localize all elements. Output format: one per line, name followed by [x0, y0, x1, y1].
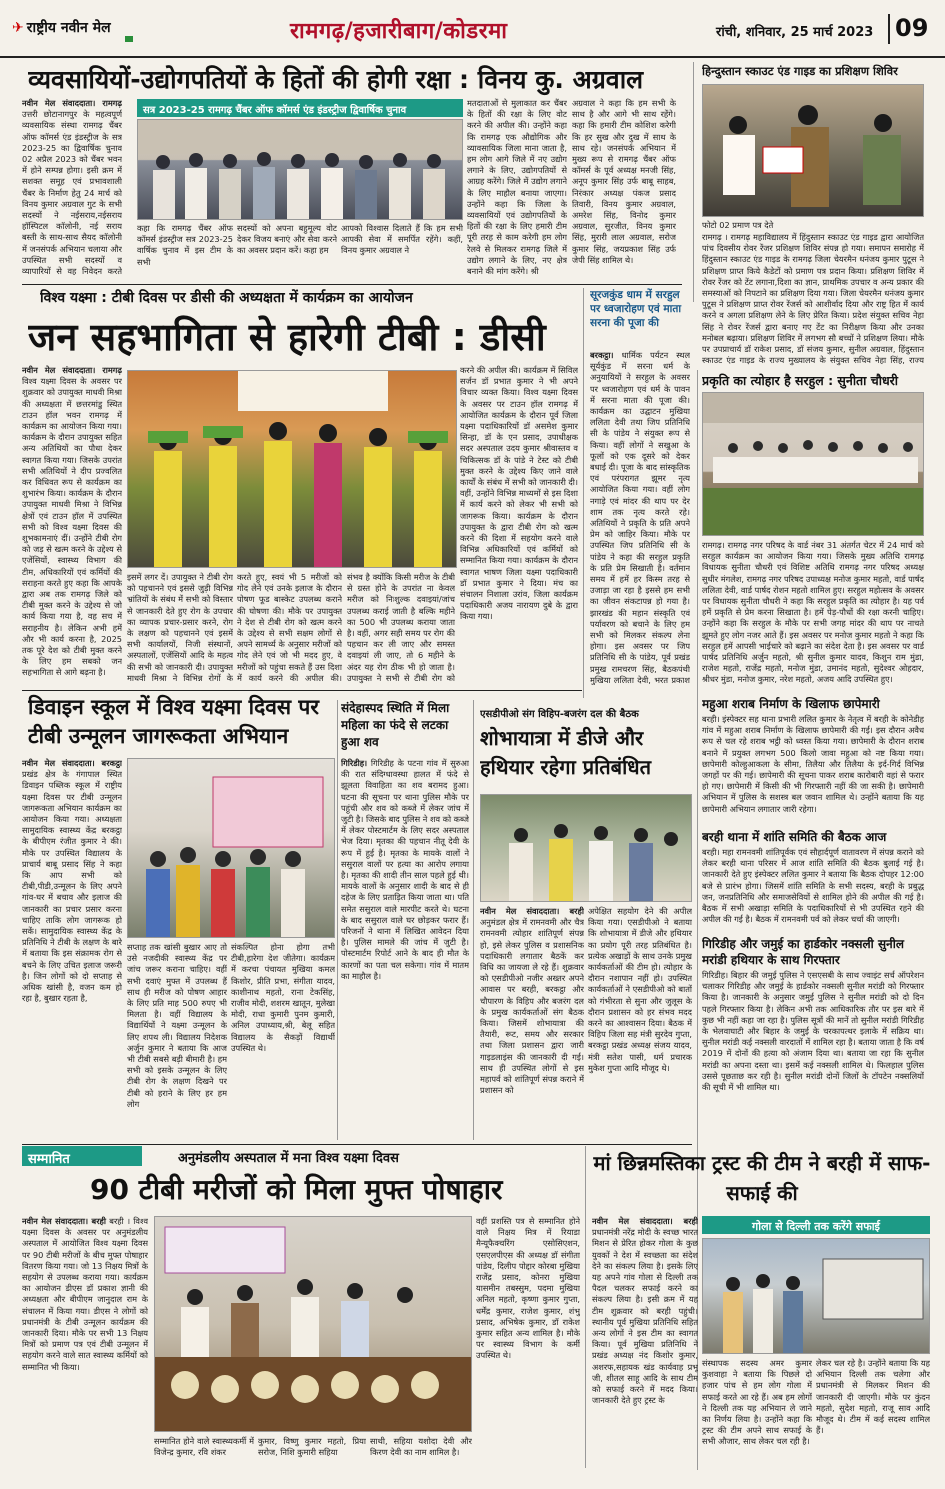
- headline-cleanliness: मां छिन्नमस्तिका ट्रस्ट की टीम ने बरही में साफ-सफाई की: [593, 1151, 931, 1205]
- article-text: प्रधानमंत्री नरेंद्र मोदी के स्वच्छ भारत मिशन से प्रेरित होकर गोला के कुछ युवकों ने देश में स्वच्छता का संदेश देने का संकल्प लिया है। इसके लिए यह अपने गांव गोला से दिल्ली तक पैदल चलकर सफाई करने का संकल्प लिया है। इसी क्रम में यह टीम शुक्रवार को बरही पहुंची। स्थानीय पूर्व मुखिया प्रतिनिधि सहित अन्य लोगों ने इस टीम का स्वागत किया। पूर्व मुखिया प्रतिनिधि ने प्रखंड अध्यक्ष नंद किशोर कुमार, अशरफ,सहायक खंड कार्यवाह प्रभू जी, शीतल साहू आदि के साथ टीम को सफाई करने में मदद किया। जानकारी देते हुए ट्रस्ट के: [592, 1227, 698, 1406]
- chamber-group-photo: [137, 119, 463, 220]
- article-column: करने की अपील की। कार्यक्रम में सिविल सर्जन डॉ प्रभात कुमार ने भी अपने विचार व्यक्त किया। विश्व यक्ष्मा दिवस के अवसर पर टाउन हॉल रामगढ़ में आयोजित कार्यक्रम के दौरान पूर्व जिला यक्ष्मा पदाधिकारियों डॉ असमेश कुमार सिन्हा, डॉ के एन प्रसाद, उपाधीक्षक सदर अस्पताल उदय कुमार श्रीवास्तव व चिकित्सक डॉ के पांडे ने टेस्ट को टीबी मुक्त करने के उद्देश्य किए जाने वाले कार्यों के संबंध में सभी को जानकारी दी। वहीं, उन्होंने विभिन्न माध्यमों से इस दिशा में कार्य करने को लेकर भी सभी को जागरूक किया। कार्यक्रम के दौरान उपायुक्त के द्वारा टीबी रोग को खत्म करने की दिशा में सहयोग करने वाले विभिन्न अधिकारियों एवं कर्मियों को सम्मानित किया गया। कार्यक्रम के दौरान स्वागत भाषण जिला यक्ष्मा पदाधिकारी डॉ प्रभात कुमार ने दिया। मंच का संचालन निशाला उरांव, जिला कार्यक्रम पदाधिकारी अजय नारायण दुबे के द्वारा किया गया।: [460, 365, 578, 622]
- divider: [22, 690, 582, 691]
- article-text: अनुमंडल क्षेत्र में रामनवमी और चैत्र रामनवमी त्योहार शांतिपूर्ण संपन्न हो, इसे लेकर पुलिस व प्रशासनिक पदाधिकारी लगातार बैठकें कर विधि का जायजा ले रहे हैं। शुक्रवार को एसडीपीओ नजीर अख्तर अपने आवास पर बरही, बरकट्ठा और चौपारण के विहिप और बजरंग दल के प्रमुख कार्यकर्ताओं संग बैठक किया। जिसमें शोभायात्रा की तैयारी, रूट, समय और सरकार तथा जिला प्रशासन द्वारा जारी गाइडलाइंस की जानकारी दी गई। साथ ही उपस्थित लोगों से इस महापर्व को शांतिपूर्ण संपन्न कराने में प्रशासन को: [480, 917, 584, 1096]
- article-column: कहा कि रामगढ़ चैंबर ऑफ कॉमर्स इंडस्ट्रीज सत्र 2023-25 वार्षिक चुनाव में इस टीम के सभी: [137, 223, 233, 267]
- article-column: कुमार, विष्णु कुमार महतो, प्रिया सरोज, निशि कुमारी सहिया: [258, 1436, 366, 1458]
- article-column: सप्ताह तक खांसी बुखार आए तो उसे नजदीकी स्वास्थ्य केंद्र पर जांच जरूर कराना चाहिए। वहीं सभी दवाएं मुफ्त में उपलब्ध हैं साथ ही मरीज को पोषण आहार के लिए प्रति माह 500 रुपए भी मिलता है। वहीं विद्यालय के विद्यार्थियों ने यक्ष्मा उन्मूलन के लिए शपथ ली। विद्यालय निदेशक अर्जुन कुमार ने बताया कि आज भी टीबी सबसे बड़ी बीमारी है। हम सभी को इसके उन्मूलन के लिए टीबी रोग के लक्षण दिखने पर टीबी को हराने के लिए हर हम लोग: [127, 942, 227, 1109]
- article-column: लेकर चल रहे है। उन्होंने बताया कि यह अभियान दिल्ली तक चलेगा और प्रधानमंत्री से मिलकर मिशन की जानकारी दी जाएगी। मौके पर कुंदन महतो, सुदेश महतो, राजू साव आदि मौजूद थे। टीम में कई सदस्य शामिल हैं।: [816, 1358, 930, 1436]
- headline-sarhul: प्रकृति का त्योहार है सरहुल : सुनीता चौधरी: [702, 373, 898, 388]
- kicker-vhp: एसडीपीओ संग विहिप-बजरंग दल की बैठक: [480, 709, 639, 720]
- divine-school-photo: [127, 758, 335, 938]
- column-rule: [585, 1146, 586, 1468]
- article-text: प्रखंड क्षेत्र के गंगापाल स्थित डिवाइन पब्लिक स्कूल में राष्ट्रीय यक्ष्मा दिवस पर टीबी उन्मूलन जागरूकता अभियान कार्यक्रम का आयोजन किया गया। अध्यक्षता सामुदायिक स्वास्थ्य केंद्र बरकट्ठा के बीपीएम रंजीत कुमार ने की। मौके पर उपस्थित विद्यालय के प्राचार्य बाबू प्रसाद सिंह ने कहा कि आप सभी को टीबी,पीडी,उन्मूलन के लिए अपने गांव-घर में बचाव और इलाज की जानकारी का प्रचार प्रसार करना चाहिए ताकि लोग जागरूक हो सकें। सामुदायिक स्वास्थ्य केंद्र के प्रतिनिधि ने टीबी के लक्षण के बारे में बताया कि इस संक्रामक रोग से बचने के लिए उचित इलाज जरूरी है। जिन लोगों को दो सप्ताह से अधिक खांसी है, वजन कम हो रहा है, बुखार रहता है,: [22, 769, 122, 1004]
- dateline: नवीन मेल संवाददाता। बरही: [592, 1216, 698, 1226]
- photo-figures: [128, 371, 457, 568]
- article-text: बरही। महा रामनवमी शांतिपूर्वक एवं सौहार्दपूर्ण वातावरण में संपन्न कराने को लेकर बरही थाना परिसर में आज शांति समिति की बैठक बुलाई गई है। जानकारी देते हुए इंस्पेक्टर ललित कुमार ने बताया कि बैठक दोपहर 12:00 बजे से प्रारंभ होगा। जिसमें शांति समिति के सभी सदस्य, बरही के प्रबुद्ध जन, जनप्रतिनिधि और समाजसेवियों से शामिल होने की अपील की गई है। बैठक में सभी अखाड़ा समिति के पदाधिकारियों से भी उपस्थित रहने की अपील की गई है। बैठक में रामनवमी पर्व को लेकर चर्चा की जाएगी।: [702, 847, 924, 925]
- article-column: सदस्यों को अपना बहुमूल्य वोट देकर विजय बनाएं और सेवा करने का अवसर प्रदान करें। कहा हम: [237, 223, 337, 256]
- honored-band: सम्मानित: [22, 1146, 142, 1166]
- article-column: [22, 98, 122, 278]
- article-text: बरही। इंस्पेक्टर सह थाना प्रभारी ललित कुमार के नेतृत्व में बरही के कोनेडीह गांव में महुआ शराब निर्माण के खिलाफ छापेमारी की गई। इस दौरान अवैध रूप से चल रहे शराब भट्ठी को ध्वस्त किया गया। छापेमारी के दौरान शराब बनाने में प्रयुक्त लगभग 500 किलो जावा महुआ को नष्ट किया गया। छापेमारी कोल्हुआकला के सीमा, तिलैया और तिलैया के इर्द-गिर्द विभिन्न जगहों पर की गई। छापेमारी की सूचना पाकर शराब कारोबारी वहां से फरार हो गए। छापेमारी में किसी की भी गिरफ्तारी नहीं की जा सकी है। छापेमारी अभियान में पुलिस के सशस्त्र बल जवान शामिल थे। उन्होंने बताया कि यह छापेमारी अभियान लगातार जारी रहेगा।: [702, 714, 924, 814]
- article-text: गिरिडीह। बिहार की जमुई पुलिस ने एसएसबी के साथ ज्वाइंट सर्च ऑपरेशन चलाकर गिरिडीह और जमुई के हार्डकोर नक्सली सुनील मरांडी को गिरफ्तार किया है। जानकारी के अनुसार जमुई पुलिस ने सुनील मरांडी को दो दिन पहले गिरफ्तार किया है। लेकिन अभी तक आधिकारिक तौर पर इस बारे में कुछ भी नहीं कहा जा रहा है। पुलिस सूत्रों की मानें तो सुनील मरांडी गिरिडीह के भेलवाघाटी और बिहार के जमुई के चरकापत्थर इलाके में सक्रिय था। सुनील मरांडी कई नक्सली वारदातों में शामिल रहा है। बताया जाता है कि वर्ष 2019 में दोनों की हत्या को अंजाम दिया था। बताया जा रहा कि सुनील मरांडी का अपना दस्ता था। इसमें कई नक्सली शामिल थे। फिलहाल पुलिस उससे पूछताछ कर रही है। सुनील मरांडी दोनों जिलों के टॉपटेन नक्सलियों की सूची में भी शामिल था।: [702, 970, 924, 1093]
- headline-tb: जन सहभागिता से हारेगी टीबी : डीसी: [28, 315, 546, 359]
- page-header: [0, 0, 945, 58]
- dateline: नवीन मेल संवाददाता। बरही: [22, 1216, 107, 1226]
- article-column: [480, 906, 584, 1138]
- cleanliness-band: गोला से दिल्ली तक करेंगे सफाई: [702, 1216, 930, 1234]
- headline-naxal: गिरिडीह और जमुई का हार्डकोर नक्सली सुनील मरांडी हथियार के साथ गिरफ्तार: [702, 937, 904, 967]
- article-column: इसमें लगर दें। उपायुक्त ने टीबी रोग को पहचानने एवं इससे जुड़ी विभिन्न भ्रांतियों के संबंध में सभी को विस्तार से जानकारी देते हुए रोग के उपचार का व्यापक प्रचार-प्रसार करने, रोग के लक्षण को पहचानने एवं इसमें सभी कार्यालयों, निजी संस्थानों, अस्पतालों, एजेंसियों आदि के महत्व की सभी को जानकारी दी। उपायुक्त माधवी मिश्रा ने विभिन्न रोगों के: [127, 572, 233, 683]
- headline-mahua: महुआ शराब निर्माण के खिलाफ छापेमारी: [702, 697, 880, 711]
- article-column: [590, 350, 690, 685]
- article-column: संकल्पित होना होगा तभी टीबी,हारेगा देश जीतेगा। कार्यक्रम में करचा पंचायत मुखिया कमल किशोर, प्रीति प्रभा, संगीता यादव, काशीनाथ महतो, राना टेकसिंह, राजीव मोदी, शशरम खातून, मुलेखा मोदी, राधा कुमारी पुनम कुमारी, अनिल उपाध्याय,श्री, बेलू सहित विद्यालय के सैकड़ों विद्यार्थी उपस्थित थे।: [231, 942, 335, 1053]
- article-column: अपेक्षित सहयोग देने की अपील किया गया। एसडीपीओ ने बताया कि शोभायात्रा में डीजे और हथियार का प्रयोग पूरी तरह प्रतिबंधित है। प्रत्येक अखाड़ों के साथ उनके प्रमुख कार्यकर्ताओं की टीम हो। त्योहार के दौरान नशापान नहीं हो। उपस्थित कार्यकर्ताओं ने एसडीपीओ को बातों को गंभीरता से सुना और जुलूस के दौरान प्रशासन को हर संभव मदद करने का आश्वासन दिया। बैठक में विहिप जिला सह मंत्री सुरदेव गुप्ता, बरकट्ठा प्रखंड अध्यक्ष संजय यादव, मंत्री सतेश पासी, धर्म प्रचारक मुकेश गुप्ता आदि मौजूद थे।: [588, 906, 692, 1073]
- page-number: 09: [895, 14, 929, 42]
- article-column: अग्रवाल ने कहा कि हम सभी के साथ है और आगे भी साथ रहेंगे। कहा कि हमारी टीम कोशिश करेगी कि हर सुख और दुख में साथ के साथ रहे। जनसंपर्क अभियान में मुख्य रूप से रामगढ़ चैंबर ऑफ कॉमर्स के पूर्व अध्यक्ष मनजी सिंह, अनूप कुमार सिंह उर्फ बाबू साहब, निरंकार अध्यक्ष पंकज प्रसाद तिवारी, विनय कुमार अग्रवाल, अमरेश सिंह, विनोद कुमार अग्रवाल, सुरजीत, विनय कुमार सिंह, मुरारी लाल अग्रवाल, सरोज कुमार सिंह, जयप्रकाश सिंह उर्फ जेपी सिंह शामिल थे।: [572, 98, 676, 265]
- vhp-meeting-photo: [480, 794, 692, 902]
- photo-figures: [481, 795, 692, 902]
- bird-logo-icon: ✈: [12, 20, 24, 36]
- article-column: [22, 1216, 148, 1466]
- photo-figures: [128, 759, 335, 938]
- dateline: नवीन मेल संवाददाता। बरकट्ठा: [22, 758, 122, 768]
- article-column: सम्मानित होने वाले स्वास्थ्यकर्मी में विजेन्द्र कुमार, रवि शंकर: [154, 1436, 254, 1458]
- dateline: नवीन मेल संवाददाता। रामगढ़: [22, 98, 122, 108]
- article-text: गिरिडीह के पटना गांव में सुरुआ की रात संदिग्धावस्था हालत में फंदे से झूलता विवाहिता का शव बरामद हुआ। घटना की सूचना पर थाना पुलिस मौके पर पहुंची और शव को कब्जे में लेकर जांच में जुटी है। जिसके बाद पुलिस ने शव को कब्जे में लेकर पोस्टमार्टम के लिए सदर अस्पताल भेज दिया। मृतका की पहचान नीतू देवी के रूप में हुई है। मृतका के मायके वालों ने ससुराल वालों पर हत्या का आरोप लगाया है। मृतका की शादी तीन साल पहले हुई थी। मायके वालों के अनुसार शादी के बाद से ही दहेज के लिए प्रताड़ित किया जाता था। पति समेत ससुराल वाले मारपीट करते थे। घटना के बाद ससुराल वाले घर छोड़कर फरार हैं। परिजनों ने थाना में लिखित आवेदन दिया है। पुलिस मामले की जांच में जुटी है। पोस्टमार्टम रिपोर्ट आने के बाद ही मौत के कारणों का पता चल सकेगा। गांव में मातम का माहौल है।: [341, 758, 469, 981]
- tb-day-group-photo: [127, 370, 457, 568]
- dateline: नवीन मेल संवाददाता। बरही: [480, 906, 584, 916]
- article-column: करते हुए, स्वयं भी 5 मरीजों को गोद लेने एवं उनके इलाज के दौरान पोषण फूड बास्केट उपलब्ध कराने की घोषणा की। मौके पर उपायुक्त ने देश से टीबी रोग को खत्म करने के उद्देश्य से सभी सक्षम लोगों से अपने सामर्थ्य के अनुसार मरीजों को गोद लेने एवं जो भी मदद हुए, वे मरीजों को पहुंचा सकते हैं उस दिशा में कार्य करने की अपील की।: [237, 572, 342, 683]
- photo-figures: [703, 393, 924, 536]
- dateline: गिरिडीह।: [341, 758, 368, 768]
- headline-divine-school: डिवाइन स्कूल में विश्व यक्ष्मा दिवस पर टीबी उन्मूलन जागरूकता अभियान: [28, 695, 319, 748]
- article-text: उत्तरी छोटानागपुर के महत्वपूर्ण व्यवसायिक संस्था रामगढ़ चैंबर ऑफ कॉमर्स एंड इंडस्ट्रीज के सत्र 2023-25 का द्विवार्षिक चुनाव 02 अप्रैल 2023 को चैंबर भवन में होने सम्पन्न होगा। इसी क्रम में सशक्त समूह एवं प्रभावशाली चैंबर के निर्माण हेतु 24 मार्च को विनय कुमार अग्रवाल गुट के सभी सदस्यों ने नईसराय,नईसराय हॉस्पिटल कॉलोनी, नई सराय बस्ती के साथ-साथ सैयद कॉलोनी में जनसंपर्क अभियान चलाया और उपस्थित सभी सदस्यों व व्यापारियों से वह निवेदन करते: [22, 109, 122, 277]
- section-title: रामगढ़/हजारीबाग/कोडरमा: [290, 19, 508, 44]
- headline-surajkund: सूरजकुंड धाम में सरहुल पर ध्वजारोहण एवं माता सरना की पूजा की: [590, 289, 682, 329]
- dateline: नवीन मेल संवाददाता। रामगढ़: [22, 365, 122, 375]
- photo-figures: [703, 1239, 930, 1354]
- article-column: संस्थापक सदस्य अमर कुमार कुशवाहा ने बताया कि पिछले दो हजार पांच से हम लोग गोला में सफाई करते आ रहे हैं। अब हम लोगों ने दिल्ली तक यह अभियान ले जाने का निर्णय लिया है। उन्होंने कहा कि ट्रस्ट की टीम अपने साथ सफाई के सभी औजार, साथ लेकर चल रही है।: [702, 1358, 812, 1447]
- article-column: [592, 1216, 698, 1466]
- photo-figures: [155, 1217, 472, 1432]
- nutrition-distribution-photo: [154, 1216, 472, 1432]
- headline-scout: हिन्दुस्तान स्काउट एंड गाइड का प्रशिक्षण शिविर: [702, 64, 898, 78]
- sarhul-stage-photo: [702, 392, 924, 536]
- decor-mark: [125, 36, 133, 42]
- dateline: बरकट्ठा।: [590, 350, 614, 360]
- divider: [22, 1144, 692, 1145]
- article-column: मतदाताओं से मुलाकात कर चैंबर के हितों की रक्षा के लिए वोट करने की अपील की। उन्होंने कहा कि रामगढ़ एक औद्योगिक और व्यावसायिक जिला माना जाता है, हम लोग आगे जिले में नए उद्योग लगाने के लिए, उद्योगपतियों से आग्रह करेंगे। जिले में उद्योग लगाने के लिए माहौल बनाया जाएगा। उन्होंने कहा कि जिला के व्यवसायियों एवं उद्योगपतियों के हितों की रक्षा के लिए हमारी टीम पूरी तरह से काम करेगी हम लोग रेलवे से मिलकर रामगढ़ जिले में उद्योग लगाने के लिए, नए क्षेत्र बनाने की मांग करेंगे। श्री: [467, 98, 567, 277]
- article-column: साथी, सहिया यशोदा देवी और किरण देवी का नाम शामिल है।: [370, 1436, 472, 1458]
- article-column: आपको विश्वास दिलाते हैं कि हम सभी आपकी सेवा में समर्पित रहेंगे। कहीं, विनय कुमार अग्रवाल ने: [341, 223, 463, 256]
- article-column: [22, 365, 122, 683]
- headline-chamber: व्यवसायियों-उद्योगपतियों के हितों की होगी रक्षा : विनय कु. अग्रवाल: [28, 65, 644, 94]
- column-rule: [473, 700, 474, 1140]
- photo-figures: [703, 85, 924, 217]
- issue-date: रांची, शनिवार, 25 मार्च 2023: [716, 25, 874, 40]
- header-separator: [888, 14, 890, 44]
- headline-hanging-body: संदेहास्पद स्थिति में मिला महिला का फंदे से लटका हुआ शव: [341, 701, 450, 749]
- article-text: रामगढ़। रामगढ़ नगर परिषद के वार्ड नंबर 31 अंतर्गत चेटर में 24 मार्च को सरहुल कार्यक्रम का आयोजन किया गया। जिसके मुख्य अतिथि रामगढ़ विधायक सुनीता चौधरी एवं विशिष्ट अतिथि रामगढ़ नगर परिषद अध्यक्ष सुधीर मंगलेश, रामगढ़ नगर परिषद उपाध्यक्ष मनोज कुमार महतो, वार्ड पार्षद ललिता देवी, वार्ड पार्षद रोशन महतो शामिल हुए। सरहुल महोत्सव के अवसर पर विधायक सुनीता चौधरी ने कहा कि सरहुल प्रकृति का त्योहार है। यह पर्व हमें प्रकृति से प्रेम करना सिखाता है। हमें पेड़-पौधों की रक्षा करनी चाहिए। उन्होंने कहा कि सरहुल के मौके पर सभी जगह मांदर की थाप पर नाचते झूमते हुए लोग नजर आते हैं। इस अवसर पर मनोज कुमार महतो ने कहा कि सरहुल हमें आपसी भाईचारे को बढ़ाने का संदेश देता है। इस अवसर पर वार्ड पार्षद प्रतिनिधि अर्जुन महतो, श्री सुनील कुमार यादव, किशुन राम मुंडा, राजेश महतो, राजेंद्र महतो, मनोज मुंडा, उमानंद महतो, सुदेश्वर ओहदार, श्रीधर मुंडा, मनोज कुमार, नरेश महतो, अजय आदि उपस्थित हुए।: [702, 540, 924, 685]
- chamber-election-band: सत्र 2023-25 रामगढ़ चैंबर ऑफ कॉमर्स एंड इंडस्ट्रीज द्विवार्षिक चुनाव: [137, 99, 463, 117]
- column-rule: [583, 288, 584, 698]
- cleanliness-team-photo: [702, 1238, 930, 1354]
- article-column: संभव है क्योंकि किसी मरीज के टीबी से ग्रस्त होने के उपरांत ना केवल मरीज को निःशुल्क दवाइयां/जांच उपलब्ध कराई जाती है बल्कि महीने का 500 भी उपलब्ध कराया जाता है। वहीं, अगर सही समय पर रोग की पहचान कर ली जाए और समस्त दवाइयां ली जाए, तो 6 महीने के अंदर यह रोग ठीक भी हो जाता है। उपायुक्त ने सभी से टीबी रोग को: [347, 572, 455, 683]
- article-text: रामगढ़ । रामगढ़ महाविद्यालय में हिंदुस्तान स्काउट एंड गाइड द्वारा आयोजित पांच दिवसीय रोवर रेंजर प्रशिक्षण शिविर संपन्न हो गया। समापन समारोह में हिंदुस्तान स्काउट एंड गाइड के रामगढ़ जिला चेयरमैन धनंजय कुमार पुटूस ने प्रशिक्षण प्राप्त किये कैडेटों को प्रमाण पत्र प्रदान किया। प्रशिक्षण शिविर में रोवर रेंजर को टेंट लगाना,दिशा का ज्ञान, प्राथमिक उपचार व अन्य प्रकार की समस्याओं को निपटाने का प्रशिक्षण दिया गया। जिला चेयरमैन धनंजय कुमार पुटूस ने प्रशिक्षण प्राप्त रोवर रेंजर्स को आशीर्वाद दिया और राष्ट्र हित में कार्य करने व अगला प्रशिक्षण लेने के लिए प्रेरित किया। प्रदेश संयुक्त सचिव नेहा सिंह ने रोवर रेंजर्स द्वारा बनाए गए टेंट का निरीक्षण किया और उनका मनोबल बढ़ाया। प्रशिक्षण शिविर में लगभग सौ बच्चों ने प्रशिक्षण लिया। मौके पर उपप्राचार्य डॉ राकेश प्रसाद, डॉ संजय कुमार, सुनील अग्रवाल, हिंदुस्तान स्काउट एंड गाइड के राज्य मुख्यालय के संयुक्त सचिव नेहा सिंह, राज्य: [702, 232, 924, 366]
- headline-nutrition: 90 टीबी मरीजों को मिला मुफ्त पोषाहार: [90, 1173, 503, 1206]
- scout-photo: [702, 84, 924, 217]
- photo-caption: फोटो 02 प्रमाण पत्र देते: [702, 220, 774, 230]
- article-text: धार्मिक पर्यटन स्थल सूर्यकुंड में सरना धर्म के अनुयायियों ने सरहुल के अवसर पर ध्वजारोहण एवं धर्म के पावन में सरना माता की पूजा की। कार्यक्रम का उद्घाटन मुखिया ललिता देवी तथा जिप प्रतिनिधि सी के पांडेय ने संयुक्त रूप से किया। वहीं लोगों ने सखुआ के फूलों को एक दूसरे को देकर बधाई दी। पूजा के बाद सांस्कृतिक एवं परंपरागत झूमर नृत्य आयोजित किया गया। वहीं लोग नगाड़े एवं मांदर की थाप पर देर शाम तक नृत्य करते रहे। अतिथियों ने प्रकृति के प्रति अपने प्रेम को जाहिर किया। मौके पर उपस्थित जिप प्रतिनिधि सी के पांडेय ने कहा की सरहुल प्रकृति के प्रति प्रेम सिखाती है। वर्तमान समय में हमें हर किस्म तरह से उजाड़ा जा रहा है इससे हम सभी का जीवन संकटापन्न हो गया है। झारखंड की महान संस्कृति एवं पर्यावरण को बचाने के लिए हम सभी को मिलकर संकल्प लेना होगा। इस अवसर पर जिप प्रतिनिधि सी के पांडेय, पूर्व प्रखंड प्रमुख रामचरण सिंह, बैठकपंथी मुखिया ललिता देवी, भरत प्रकाश: [590, 350, 690, 685]
- photo-figures: [138, 120, 463, 220]
- column-rule: [337, 700, 338, 1140]
- kicker-hospital: अनुमंडलीय अस्पताल में मना विश्व यक्ष्मा दिवस: [178, 1151, 399, 1166]
- article-text: विश्व यक्ष्मा दिवस के अवसर पर शुक्रवार को उपायुक्त माधवी मिश्रा की अध्यक्षता में छत्तरमांडु स्थित टाउन हॉल भवन रामगढ़ में कार्यक्रम का आयोजन किया गया। कार्यक्रम के दौरान उपायुक्त सहित अन्य अतिथियों का पौधा देकर स्वागत किया गया। जिसके उपरांत सभी अतिथियों ने दीप प्रज्वलित कर विधिवत रूप से कार्यक्रम का शुभारंभ किया। कार्यक्रम के दौरान उपायुक्त माधवी मिश्रा ने विभिन्न क्षेत्रों एवं टाउन हॉल में उपस्थित सभी को विश्व यक्ष्मा दिवस की शुभकामनाएं दीं। उन्होंने टीबी रोग को जड़ से खत्म करने के उद्देश्य से एजेंसियों, स्वास्थ्य विभाग की टीम, अधिकारियों एवं कर्मियों की सराहना करते हुए कहा कि आपके द्वारा अब तक रामगढ़ जिले को टीबी मुक्त करने के उद्देश्य से जो कार्य किया गया है, वह सच में सराहनीय है। लेकिन अभी हमें और भी कार्य करना है, 2025 तक पूरे देश को टीबी मुक्त करने के लिए हम सबको जन सहभागिता से आगे बढ़ना है।: [22, 376, 122, 678]
- article-column: [341, 758, 469, 1138]
- article-column: वहीं प्रशस्ति पत्र से सम्मानित होने वाले निक्षय मित्र में रियाडा मैन्यूफैक्चरिंग एसोसिएशन, एसएलपीएस की अध्यक्ष डॉ संगीता पांडेय, दिलीप पोद्दार कोरबा मुखिया राजेंद्र प्रसाद, कोनरा मुखिया यासमीन तबस्सुम, पदमा मुखिया अनिल महतो, कृष्णा कुमार गुप्ता, धर्मेंद्र कुमार, राजेश कुमार, शंभु प्रसाद, अभिषेक कुमार, डॉ राकेश कुमार सहित अन्य शामिल है। मौके पर स्वास्थ्य विभाग के कर्मी उपस्थित थे।: [476, 1216, 580, 1361]
- headline-procession: शोभायात्रा में डीजे और हथियार रहेगा प्रतिबंधित: [480, 726, 651, 779]
- article-text: बरही । विश्व यक्ष्मा दिवस के अवसर पर अनुमंडलीय अस्पताल में आयोजित विश्व यक्ष्मा दिवस पर 90 टीबी मरीजों के बीच मुफ्त पोषाहार वितरण किया गया। जो 13 निक्षय मित्रों के सहयोग से उपलब्ध कराया गया। कार्यक्रम का आयोजन डीएस डॉ प्रकाश ज्ञानी की अध्यक्षता और बीपीएम जानुदाल राम के संचालन में किया गया। डीएस ने लोगों को प्रधानमंत्री के टीबी उन्मूलन कार्यक्रम की जानकारी दिया। मौके पर सभी 13 निक्षय मित्रों को प्रमाण पत्र एवं टीबी उन्मूलन में सहयोग करने वाले सात स्वास्थ्य कर्मियों को सम्मानित भी किया।: [22, 1216, 148, 1372]
- divider: [22, 284, 682, 285]
- print-registration-strip: [0, 1470, 945, 1489]
- headline-peace-committee: बरही थाना में शांति समिति की बैठक आज: [702, 830, 887, 844]
- brand-name: राष्ट्रीय नवीन मेल: [26, 20, 111, 36]
- column-rule: [693, 62, 694, 302]
- masthead: [12, 18, 111, 37]
- article-column: [22, 758, 122, 1138]
- kicker-tb: विश्व यक्ष्मा : टीबी दिवस पर डीसी की अध्यक्षता में कार्यक्रम का आयोजन: [40, 290, 413, 306]
